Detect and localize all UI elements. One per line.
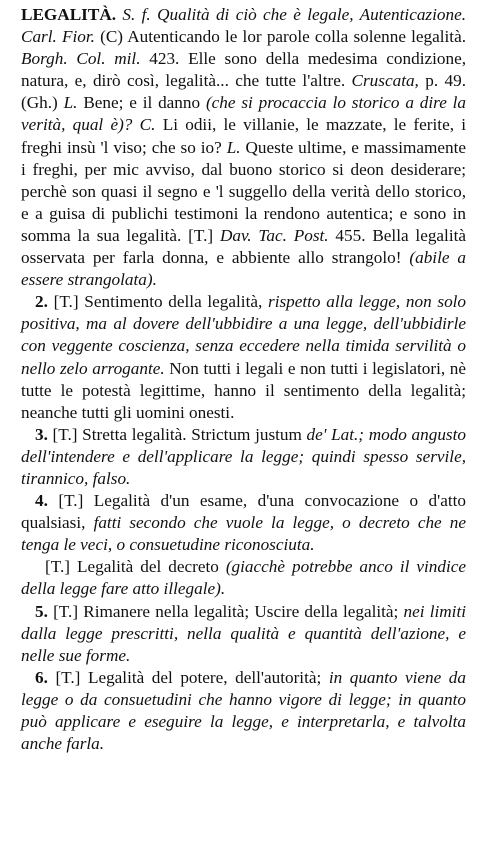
sense-2 — [21, 291, 466, 424]
speaker-label: C. — [139, 115, 156, 135]
sense-lead: Legalità del potere, dell'autorità; — [87, 667, 322, 687]
tag-t: [T.] — [53, 292, 79, 312]
tag-t: [T.] — [188, 225, 214, 245]
sense-lead: Legalità d'un esame, d'una convocazione o d'atto qualsiasi, — [21, 491, 467, 533]
tag-t: [T.] — [58, 491, 84, 511]
example-text: p. 49. (Gh.) — [21, 71, 467, 113]
example-text: Queste ultime, e massimamente i freghi, per mic avviso, dal buono storico si deon desiderare; perchè son quasi il segno e 'l suggello della verità dello storico, e a guisa di publichi testimoni la rendono autentica; e sono in somma la sua legalità. — [21, 137, 467, 245]
sense-gloss: in quanto viene da legge o da consuetudini che hanno vigore di legge; in quanto può applicare e eseguire la legge, e interpretarla, e talvolta anche farla. — [21, 667, 466, 754]
definition: Qualità di ciò che è legale, Autenticazione. — [157, 5, 467, 24]
source-citation: Borgh. Col. mil. — [21, 49, 141, 69]
tag-t: [T.] — [52, 424, 78, 444]
grammar-label: S. f. — [122, 5, 151, 24]
sense-lead: Rimanere nella legalità; Uscire della legalità; — [83, 601, 399, 621]
source-citation: de' Lat.; — [306, 424, 365, 444]
sense-gloss: nei limiti dalla legge prescritti, nella qualità e quantità dell'azione, e nelle sue forme. — [21, 601, 467, 665]
source-citation: Dav. Tac. Post. — [219, 225, 329, 245]
example-text: 423. Elle sono della medesima condizione, natura, e, dirò così, legalità... che tutte l'altre. — [21, 49, 466, 91]
sense-lead: Stretta legalità. Strictum justum — [82, 424, 302, 444]
example-text: Li odii, le villanie, le mazzate, le ferite, i freghi insù 'l viso; che so io? — [21, 115, 467, 157]
speaker-label: L. — [63, 93, 78, 113]
tag-t: [T.] — [45, 557, 70, 577]
sense-number: 2. — [35, 292, 48, 312]
sense-4 — [21, 490, 466, 556]
sense-6 — [21, 667, 466, 755]
sense-3 — [21, 424, 466, 490]
sense-number: 5. — [35, 601, 48, 621]
quote: (che si procaccia lo storico a dire la verità, qual è)? — [21, 93, 467, 135]
sense-number: 3. — [35, 424, 48, 444]
example-text: Bene; e il danno — [83, 93, 201, 113]
sense-number: 6. — [35, 667, 48, 687]
example-text: Autenticando le lor parole colla solenne legalità. — [127, 27, 467, 47]
note: (abile a essere strangolata). — [21, 248, 466, 290]
sense-4-sub — [21, 556, 466, 600]
source-citation: Cruscata, — [351, 71, 419, 91]
entry-main — [21, 4, 466, 291]
sense-lead: Legalità del decreto — [76, 557, 219, 577]
source-citation: Carl. Fior. — [21, 27, 95, 47]
tag-t: [T.] — [53, 601, 79, 621]
headword: LEGALITÀ. — [21, 5, 117, 24]
tag-c: (C) — [100, 27, 124, 47]
example-text: 455. Bella legalità osservata per farla donna, e abbiente allo strangolo! — [21, 225, 466, 268]
tag-t: [T.] — [55, 667, 81, 687]
sense-gloss: modo angusto dell'intendere e dell'applicare la legge; quindi spesso servile, tirannico, falso. — [21, 424, 466, 488]
sense-gloss: rispetto alla legge, non solo positiva, ma al dovere dell'ubbidire a una legge, dell'ubbidirle con veggente coscienza, senza eccedere nella timida servilità o nello zelo arrogante. — [21, 292, 467, 378]
speaker-label: L. — [226, 137, 241, 157]
sense-text: Non tutti i legali e non tutti i legislatori, nè tutte le potestà legittime, hanno il sentimento della legalità; neanche tutti gli uomini onesti. — [21, 358, 466, 422]
sense-gloss: (giacchè potrebbe anco il vindice della legge fare atto illegale). — [21, 557, 467, 599]
sense-number: 4. — [35, 491, 48, 511]
sense-gloss: fatti secondo che vuole la legge, o decreto che ne tenga le veci, o consuetudine riconosciuta. — [21, 513, 467, 555]
sense-5 — [21, 601, 466, 667]
sense-lead: Sentimento della legalità, — [84, 292, 263, 312]
